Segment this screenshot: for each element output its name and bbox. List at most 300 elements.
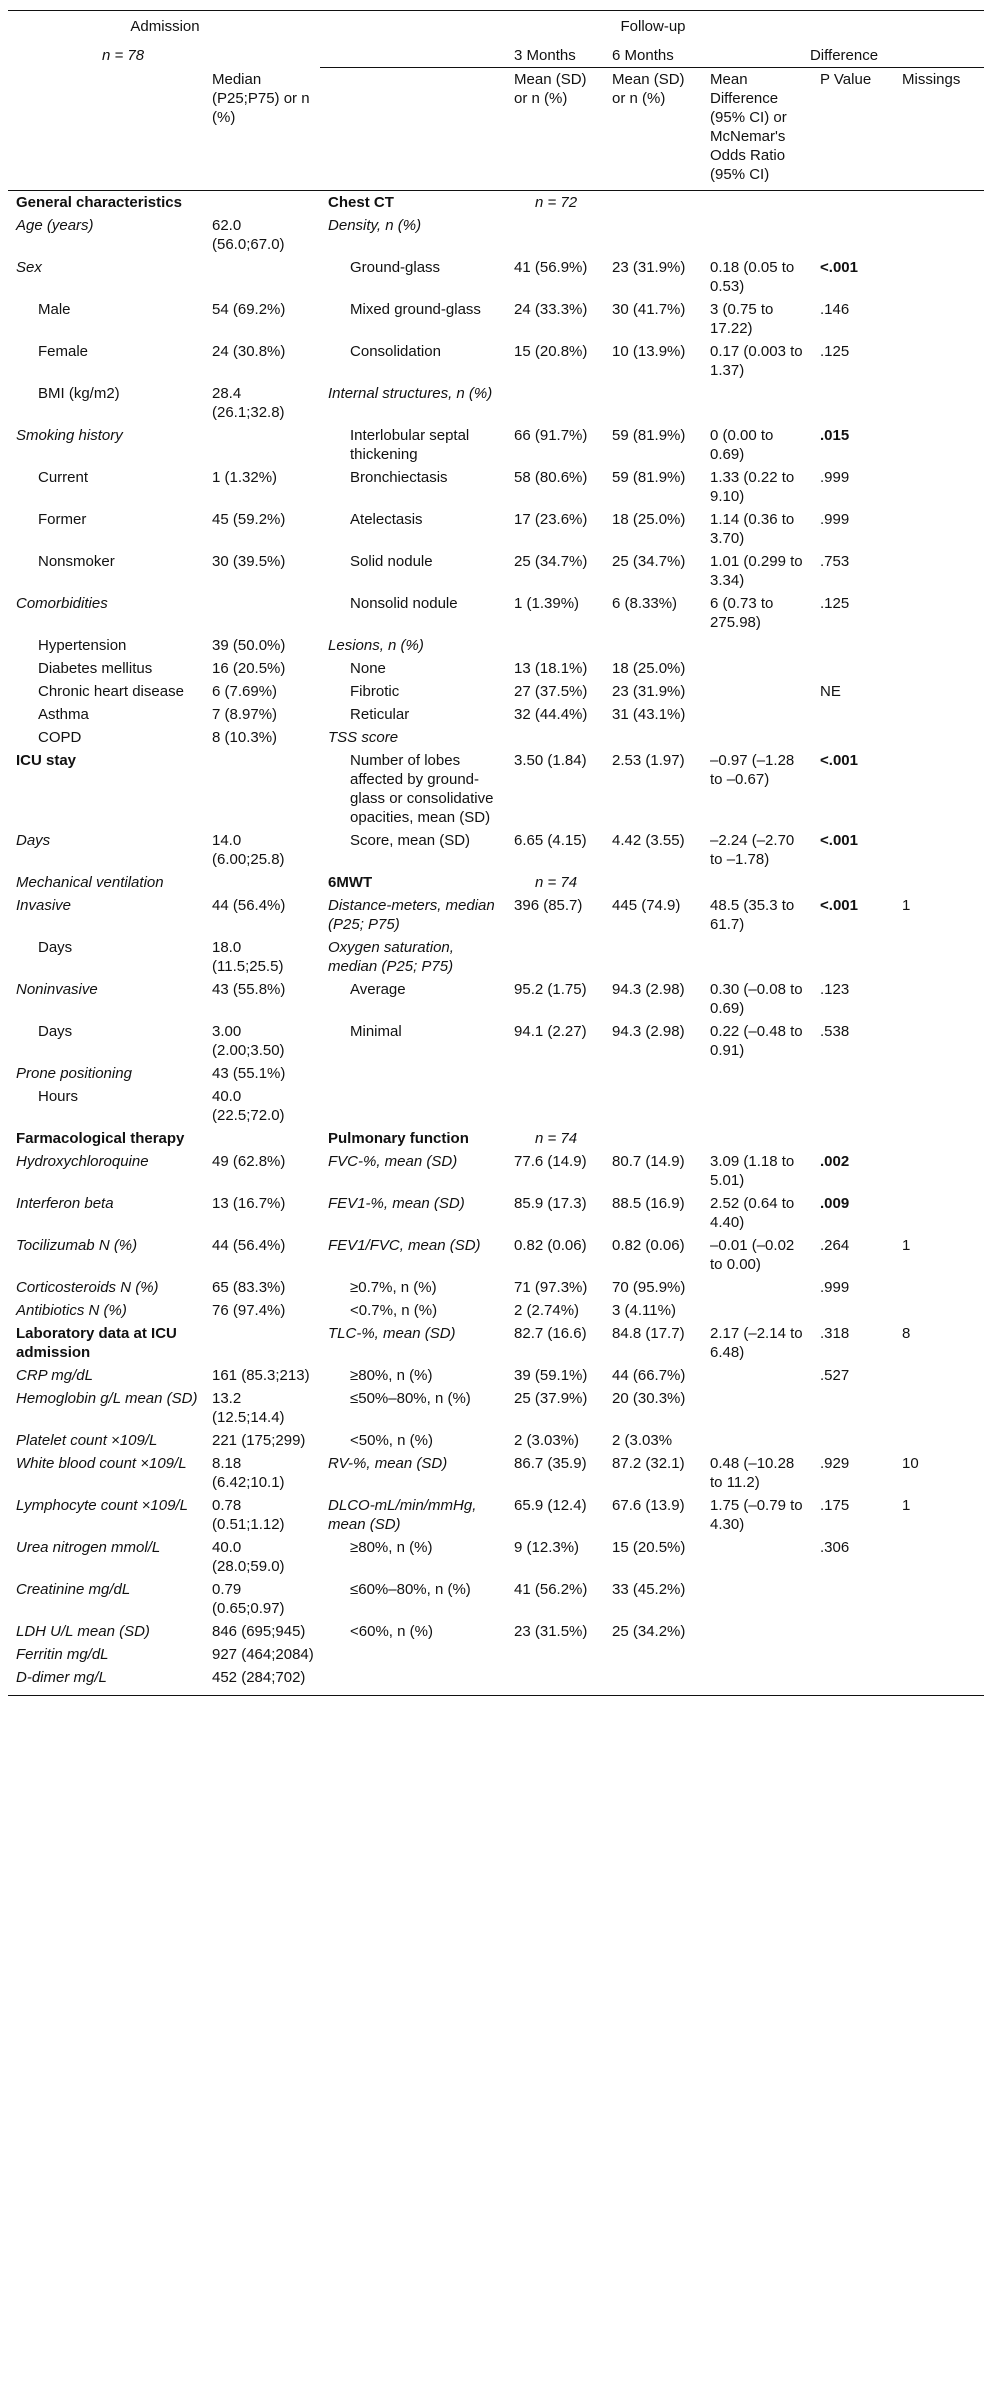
difference-value bbox=[702, 1062, 812, 1085]
admission-value: 0.78 (0.51;1.12) bbox=[212, 1497, 285, 1533]
table-row bbox=[8, 1192, 984, 1234]
table-row bbox=[8, 1666, 984, 1696]
admission-value: 76 (97.4%) bbox=[212, 1302, 286, 1319]
value-3months: 25 (37.9%) bbox=[514, 1390, 588, 1407]
difference-value bbox=[702, 1276, 812, 1299]
value-3months bbox=[506, 1085, 604, 1127]
admission-value: 54 (69.2%) bbox=[212, 301, 286, 318]
missings-value bbox=[894, 1666, 984, 1696]
table-row bbox=[8, 1127, 984, 1150]
table-row bbox=[8, 703, 984, 726]
missings-value bbox=[894, 1085, 984, 1127]
difference-value: –0.01 (–0.02 to 0.00) bbox=[710, 1237, 795, 1273]
p-value: .123 bbox=[820, 981, 850, 998]
followup-label: Score, mean (SD) bbox=[350, 832, 471, 849]
value-6months: 0.82 (0.06) bbox=[612, 1237, 685, 1254]
admission-label: Antibiotics N (%) bbox=[16, 1302, 127, 1319]
table-row bbox=[8, 592, 984, 634]
difference-value: 2.52 (0.64 to 4.40) bbox=[710, 1195, 795, 1231]
difference-value bbox=[702, 726, 812, 749]
p-value: .002 bbox=[820, 1153, 850, 1170]
admission-value: 28.4 (26.1;32.8) bbox=[212, 385, 285, 421]
p-value bbox=[812, 657, 894, 680]
admission-value bbox=[204, 592, 320, 634]
value-6months: 15 (20.5%) bbox=[612, 1539, 686, 1556]
missings-value bbox=[894, 749, 984, 829]
table-header bbox=[8, 11, 984, 191]
value-3months: 41 (56.2%) bbox=[514, 1581, 588, 1598]
admission-label: General characteristics bbox=[16, 194, 182, 211]
p-value bbox=[812, 214, 894, 256]
missings-value bbox=[894, 936, 984, 978]
followup-label: Oxygen saturation, median (P25; P75) bbox=[328, 939, 454, 975]
admission-value: 14.0 (6.00;25.8) bbox=[212, 832, 285, 868]
table-row bbox=[8, 894, 984, 936]
admission-value bbox=[204, 191, 320, 215]
missings-value bbox=[894, 726, 984, 749]
table-row bbox=[8, 1620, 984, 1643]
table-row bbox=[8, 1364, 984, 1387]
difference-value: –0.97 (–1.28 to –0.67) bbox=[710, 752, 795, 788]
admission-label: Noninvasive bbox=[16, 981, 98, 998]
admission-header: Admission bbox=[8, 11, 320, 39]
header-spacer-2 bbox=[320, 68, 506, 191]
missings-value bbox=[894, 340, 984, 382]
missings-value bbox=[894, 1643, 984, 1666]
p-value bbox=[812, 1643, 894, 1666]
value-3months bbox=[506, 1643, 604, 1666]
followup-label bbox=[320, 1666, 506, 1696]
table-row bbox=[8, 1536, 984, 1578]
followup-spacer bbox=[320, 38, 506, 68]
difference-value bbox=[702, 1429, 812, 1452]
value-3months: 23 (31.5%) bbox=[514, 1623, 588, 1640]
value-3months bbox=[506, 634, 604, 657]
missings-value bbox=[894, 1192, 984, 1234]
admission-label: Days bbox=[38, 1023, 73, 1040]
header-spacer bbox=[8, 68, 204, 191]
value-6months: 23 (31.9%) bbox=[612, 259, 686, 276]
followup-label: Atelectasis bbox=[350, 511, 423, 528]
p-value bbox=[812, 1085, 894, 1127]
missings-value bbox=[894, 1620, 984, 1643]
value-6months: 3 (4.11%) bbox=[612, 1302, 676, 1319]
p-value bbox=[812, 1429, 894, 1452]
value-6months bbox=[604, 1085, 702, 1127]
missings-value bbox=[894, 1062, 984, 1085]
value-3months: n = 74 bbox=[534, 1130, 578, 1147]
admission-value: 3.00 (2.00;3.50) bbox=[212, 1023, 285, 1059]
table-row bbox=[8, 214, 984, 256]
table-row bbox=[8, 382, 984, 424]
followup-label: TLC-%, mean (SD) bbox=[328, 1325, 456, 1342]
value-6months: 2 (3.03% bbox=[612, 1432, 673, 1449]
value-6months: 18 (25.0%) bbox=[612, 511, 686, 528]
difference-value: 1.14 (0.36 to 3.70) bbox=[710, 511, 795, 547]
p-value bbox=[812, 1299, 894, 1322]
admission-label: Female bbox=[38, 343, 89, 360]
header-row-1 bbox=[8, 11, 984, 39]
admission-value bbox=[204, 1127, 320, 1150]
value-3months bbox=[506, 1666, 604, 1696]
value-3months: 6.65 (4.15) bbox=[514, 832, 587, 849]
p-value: .175 bbox=[820, 1497, 850, 1514]
clinical-data-table bbox=[8, 10, 984, 1696]
admission-value: 846 (695;945) bbox=[212, 1623, 306, 1640]
p-value: .999 bbox=[820, 1279, 850, 1296]
admission-value: 8 (10.3%) bbox=[212, 729, 278, 746]
followup-label: Average bbox=[350, 981, 406, 998]
admission-label: Farmacological therapy bbox=[16, 1130, 185, 1147]
table-row bbox=[8, 1299, 984, 1322]
admission-value: 18.0 (11.5;25.5) bbox=[212, 939, 284, 975]
table-row bbox=[8, 508, 984, 550]
admission-value: 16 (20.5%) bbox=[212, 660, 286, 677]
value-3months: 15 (20.8%) bbox=[514, 343, 588, 360]
value-3months: n = 74 bbox=[534, 874, 578, 891]
table-row bbox=[8, 1452, 984, 1494]
value-6months: 59 (81.9%) bbox=[612, 427, 686, 444]
value-6months bbox=[604, 871, 702, 894]
missings-value: 10 bbox=[902, 1455, 919, 1472]
followup-label: Ground-glass bbox=[350, 259, 441, 276]
admission-value: 8.18 (6.42;10.1) bbox=[212, 1455, 285, 1491]
table-row bbox=[8, 978, 984, 1020]
p-value bbox=[812, 382, 894, 424]
missings-value bbox=[894, 1276, 984, 1299]
missings-value bbox=[894, 1127, 984, 1150]
p-value bbox=[812, 703, 894, 726]
followup-label: Number of lobes affected by ground-glass or consolidative opacities, mean (SD) bbox=[350, 752, 494, 826]
value-3months: 13 (18.1%) bbox=[514, 660, 588, 677]
admission-label: Chronic heart disease bbox=[38, 683, 184, 700]
admission-value: 221 (175;299) bbox=[212, 1432, 306, 1449]
followup-label: ≥80%, n (%) bbox=[350, 1539, 433, 1556]
value-3months: 66 (91.7%) bbox=[514, 427, 588, 444]
admission-label: D-dimer mg/L bbox=[8, 1666, 204, 1696]
difference-value bbox=[702, 382, 812, 424]
p-value: .125 bbox=[820, 595, 850, 612]
admission-label: Creatinine mg/dL bbox=[16, 1581, 131, 1598]
difference-value bbox=[702, 634, 812, 657]
difference-value: 3 (0.75 to 17.22) bbox=[710, 301, 774, 337]
followup-label: FVC-%, mean (SD) bbox=[328, 1153, 458, 1170]
admission-label: Hydroxychloroquine bbox=[16, 1153, 149, 1170]
followup-label: Lesions, n (%) bbox=[328, 637, 424, 654]
p-value: .753 bbox=[820, 553, 850, 570]
admission-label: Diabetes mellitus bbox=[38, 660, 153, 677]
p-value: .538 bbox=[820, 1023, 850, 1040]
admission-label: Lymphocyte count ×109/L bbox=[16, 1497, 188, 1514]
col-6months: 6 Months bbox=[604, 38, 702, 68]
value-3months: 24 (33.3%) bbox=[514, 301, 588, 318]
difference-value: 0.17 (0.003 to 1.37) bbox=[710, 343, 803, 379]
admission-label: Ferritin mg/dL bbox=[16, 1646, 109, 1663]
value-6months bbox=[604, 214, 702, 256]
value-3months: 86.7 (35.9) bbox=[514, 1455, 587, 1472]
followup-label: None bbox=[350, 660, 386, 677]
difference-value bbox=[702, 1299, 812, 1322]
followup-label: FEV1-%, mean (SD) bbox=[328, 1195, 465, 1212]
table-row bbox=[8, 1020, 984, 1062]
value-6months bbox=[604, 1062, 702, 1085]
value-6months: 18 (25.0%) bbox=[612, 660, 686, 677]
p-value: <.001 bbox=[820, 897, 858, 914]
admission-label: Hemoglobin g/L mean (SD) bbox=[16, 1390, 198, 1407]
value-6months bbox=[604, 382, 702, 424]
value-3months bbox=[506, 214, 604, 256]
followup-label: Reticular bbox=[350, 706, 410, 723]
value-6months: 70 (95.9%) bbox=[612, 1279, 686, 1296]
value-3months: 1 (1.39%) bbox=[514, 595, 580, 612]
value-3months bbox=[506, 936, 604, 978]
admission-value: 43 (55.1%) bbox=[212, 1065, 286, 1082]
admission-label: COPD bbox=[38, 729, 82, 746]
admission-label: ICU stay bbox=[16, 752, 77, 769]
table-row bbox=[8, 657, 984, 680]
followup-label: Interlobular septal thickening bbox=[350, 427, 470, 463]
admission-value: 452 (284;702) bbox=[204, 1666, 320, 1696]
followup-label bbox=[320, 1085, 506, 1127]
admission-label: Former bbox=[38, 511, 87, 528]
followup-label: Distance-meters, median (P25; P75) bbox=[328, 897, 495, 933]
difference-value: 48.5 (35.3 to 61.7) bbox=[710, 897, 795, 933]
table-row bbox=[8, 1062, 984, 1085]
difference-value bbox=[702, 1387, 812, 1429]
followup-label: Chest CT bbox=[328, 194, 394, 211]
missings-value: 1 bbox=[902, 1237, 911, 1254]
admission-label: CRP mg/dL bbox=[16, 1367, 93, 1384]
p-value: .306 bbox=[820, 1539, 850, 1556]
table-row bbox=[8, 550, 984, 592]
missings-value bbox=[894, 1150, 984, 1192]
difference-value bbox=[702, 680, 812, 703]
difference-value bbox=[702, 1666, 812, 1696]
difference-value: 0.22 (–0.48 to 0.91) bbox=[710, 1023, 803, 1059]
value-3months: n = 72 bbox=[534, 194, 578, 211]
value-3months: 3.50 (1.84) bbox=[514, 752, 587, 769]
table-row bbox=[8, 466, 984, 508]
value-6months: 59 (81.9%) bbox=[612, 469, 686, 486]
admission-value: 43 (55.8%) bbox=[212, 981, 286, 998]
value-6months: 445 (74.9) bbox=[612, 897, 681, 914]
followup-label: 6MWT bbox=[328, 874, 373, 891]
missings-value bbox=[894, 657, 984, 680]
missings-value bbox=[894, 1299, 984, 1322]
difference-value: –2.24 (–2.70 to –1.78) bbox=[710, 832, 795, 868]
value-6months: 87.2 (32.1) bbox=[612, 1455, 685, 1472]
table-row bbox=[8, 749, 984, 829]
admission-label: Platelet count ×109/L bbox=[16, 1432, 158, 1449]
followup-label: Mixed ground-glass bbox=[350, 301, 481, 318]
value-6months bbox=[604, 936, 702, 978]
p-value: .999 bbox=[820, 511, 850, 528]
p-value: .146 bbox=[820, 301, 850, 318]
p-value bbox=[812, 1062, 894, 1085]
table-row bbox=[8, 191, 984, 215]
difference-value: 1.33 (0.22 to 9.10) bbox=[710, 469, 795, 505]
value-3months: 58 (80.6%) bbox=[514, 469, 588, 486]
p-value bbox=[812, 726, 894, 749]
followup-label: FEV1/FVC, mean (SD) bbox=[328, 1237, 481, 1254]
admission-value: 44 (56.4%) bbox=[212, 1237, 286, 1254]
value-3months: 85.9 (17.3) bbox=[514, 1195, 587, 1212]
followup-header: Follow-up bbox=[320, 11, 984, 39]
admission-value bbox=[204, 256, 320, 298]
admission-value: 39 (50.0%) bbox=[212, 637, 286, 654]
p-value: <.001 bbox=[820, 832, 858, 849]
admission-label: Urea nitrogen mmol/L bbox=[16, 1539, 161, 1556]
difference-value bbox=[702, 214, 812, 256]
followup-label: <50%, n (%) bbox=[350, 1432, 433, 1449]
difference-value: 1.01 (0.299 to 3.34) bbox=[710, 553, 803, 589]
table-container bbox=[8, 0, 984, 1696]
followup-label: Density, n (%) bbox=[328, 217, 422, 234]
followup-label: ≤50%–80%, n (%) bbox=[350, 1390, 471, 1407]
m6-stat-label: Mean (SD) or n (%) bbox=[604, 68, 702, 191]
value-3months bbox=[506, 382, 604, 424]
value-6months: 84.8 (17.7) bbox=[612, 1325, 685, 1342]
admission-label: Sex bbox=[16, 259, 42, 276]
value-3months: 27 (37.5%) bbox=[514, 683, 588, 700]
table-row bbox=[8, 1578, 984, 1620]
missings-value bbox=[894, 508, 984, 550]
table-row bbox=[8, 424, 984, 466]
value-3months: 95.2 (1.75) bbox=[514, 981, 587, 998]
followup-label: Fibrotic bbox=[350, 683, 400, 700]
value-3months: 39 (59.1%) bbox=[514, 1367, 588, 1384]
value-6months: 2.53 (1.97) bbox=[612, 752, 685, 769]
value-3months: 2 (3.03%) bbox=[514, 1432, 580, 1449]
admission-label: Corticosteroids N (%) bbox=[16, 1279, 159, 1296]
value-6months bbox=[604, 726, 702, 749]
value-3months: 32 (44.4%) bbox=[514, 706, 588, 723]
value-6months: 25 (34.2%) bbox=[612, 1623, 686, 1640]
admission-label: Invasive bbox=[16, 897, 72, 914]
table-row bbox=[8, 1085, 984, 1127]
table-body bbox=[8, 191, 984, 1696]
header-row-3 bbox=[8, 68, 984, 191]
value-6months: 4.42 (3.55) bbox=[612, 832, 685, 849]
value-3months: 9 (12.3%) bbox=[514, 1539, 580, 1556]
admission-value: 1 (1.32%) bbox=[212, 469, 278, 486]
admission-label: Nonsmoker bbox=[38, 553, 115, 570]
value-6months: 23 (31.9%) bbox=[612, 683, 686, 700]
value-6months: 20 (30.3%) bbox=[612, 1390, 686, 1407]
value-3months: 94.1 (2.27) bbox=[514, 1023, 587, 1040]
table-row bbox=[8, 1150, 984, 1192]
value-3months: 0.82 (0.06) bbox=[514, 1237, 587, 1254]
followup-label: <60%, n (%) bbox=[350, 1623, 433, 1640]
admission-stat-label: Median (P25;P75) or n (%) bbox=[204, 68, 320, 191]
p-value bbox=[812, 634, 894, 657]
admission-label: Male bbox=[38, 301, 71, 318]
admission-value: 0.79 (0.65;0.97) bbox=[212, 1581, 285, 1617]
missings-value bbox=[894, 256, 984, 298]
admission-value: 7 (8.97%) bbox=[212, 706, 278, 723]
difference-value bbox=[702, 1364, 812, 1387]
missings-value bbox=[894, 1429, 984, 1452]
p-value: .264 bbox=[820, 1237, 850, 1254]
admission-label: Mechanical ventilation bbox=[16, 874, 164, 891]
admission-value: 62.0 (56.0;67.0) bbox=[212, 217, 285, 253]
followup-label: Internal structures, n (%) bbox=[328, 385, 493, 402]
difference-value: 0.18 (0.05 to 0.53) bbox=[710, 259, 795, 295]
p-value bbox=[812, 1620, 894, 1643]
p-value-label: P Value bbox=[812, 68, 894, 191]
followup-label: Solid nodule bbox=[350, 553, 433, 570]
p-value: .318 bbox=[820, 1325, 850, 1342]
admission-value: 13.2 (12.5;14.4) bbox=[212, 1390, 285, 1426]
p-value bbox=[812, 1387, 894, 1429]
value-6months bbox=[604, 1666, 702, 1696]
admission-label: Laboratory data at ICU admission bbox=[16, 1325, 177, 1361]
p-value: .929 bbox=[820, 1455, 850, 1472]
admission-label: Tocilizumab N (%) bbox=[16, 1237, 138, 1254]
missings-value bbox=[894, 592, 984, 634]
p-value bbox=[812, 1578, 894, 1620]
admission-value bbox=[204, 1322, 320, 1364]
table-row bbox=[8, 1276, 984, 1299]
difference-value bbox=[702, 1578, 812, 1620]
table-row bbox=[8, 1387, 984, 1429]
difference-value bbox=[702, 1127, 812, 1150]
difference-value: 6 (0.73 to 275.98) bbox=[710, 595, 774, 631]
admission-value: 24 (30.8%) bbox=[212, 343, 286, 360]
p-value bbox=[812, 936, 894, 978]
difference-value: 1.75 (–0.79 to 4.30) bbox=[710, 1497, 803, 1533]
followup-label: Minimal bbox=[350, 1023, 402, 1040]
table-row bbox=[8, 1494, 984, 1536]
value-6months: 31 (43.1%) bbox=[612, 706, 686, 723]
missings-value bbox=[894, 1387, 984, 1429]
value-3months: 25 (34.7%) bbox=[514, 553, 588, 570]
difference-value bbox=[702, 1536, 812, 1578]
admission-label: White blood count ×109/L bbox=[16, 1455, 187, 1472]
missings-value bbox=[894, 978, 984, 1020]
missings-value bbox=[894, 466, 984, 508]
value-6months: 25 (34.7%) bbox=[612, 553, 686, 570]
missings-value bbox=[894, 550, 984, 592]
missings-value bbox=[894, 191, 984, 215]
p-value: NE bbox=[820, 683, 841, 700]
p-value bbox=[812, 1666, 894, 1696]
difference-value: 3.09 (1.18 to 5.01) bbox=[710, 1153, 795, 1189]
followup-label: ≤60%–80%, n (%) bbox=[350, 1581, 471, 1598]
admission-value: 927 (464;2084) bbox=[212, 1646, 314, 1663]
admission-value: 44 (56.4%) bbox=[212, 897, 286, 914]
difference-value bbox=[702, 1620, 812, 1643]
p-value: .527 bbox=[820, 1367, 850, 1384]
value-6months: 33 (45.2%) bbox=[612, 1581, 686, 1598]
followup-label bbox=[320, 1062, 506, 1085]
p-value: <.001 bbox=[820, 752, 858, 769]
followup-label: DLCO-mL/min/mmHg, mean (SD) bbox=[328, 1497, 477, 1533]
table-row bbox=[8, 634, 984, 657]
value-3months: 396 (85.7) bbox=[514, 897, 583, 914]
table-row bbox=[8, 256, 984, 298]
table-row bbox=[8, 871, 984, 894]
p-value bbox=[812, 191, 894, 215]
admission-value: 40.0 (22.5;72.0) bbox=[212, 1088, 285, 1124]
difference-value bbox=[702, 936, 812, 978]
value-3months bbox=[506, 726, 604, 749]
difference-value bbox=[702, 191, 812, 215]
missings-value bbox=[894, 829, 984, 871]
value-6months: 6 (8.33%) bbox=[612, 595, 678, 612]
admission-label: Current bbox=[38, 469, 89, 486]
value-6months: 94.3 (2.98) bbox=[612, 981, 685, 998]
